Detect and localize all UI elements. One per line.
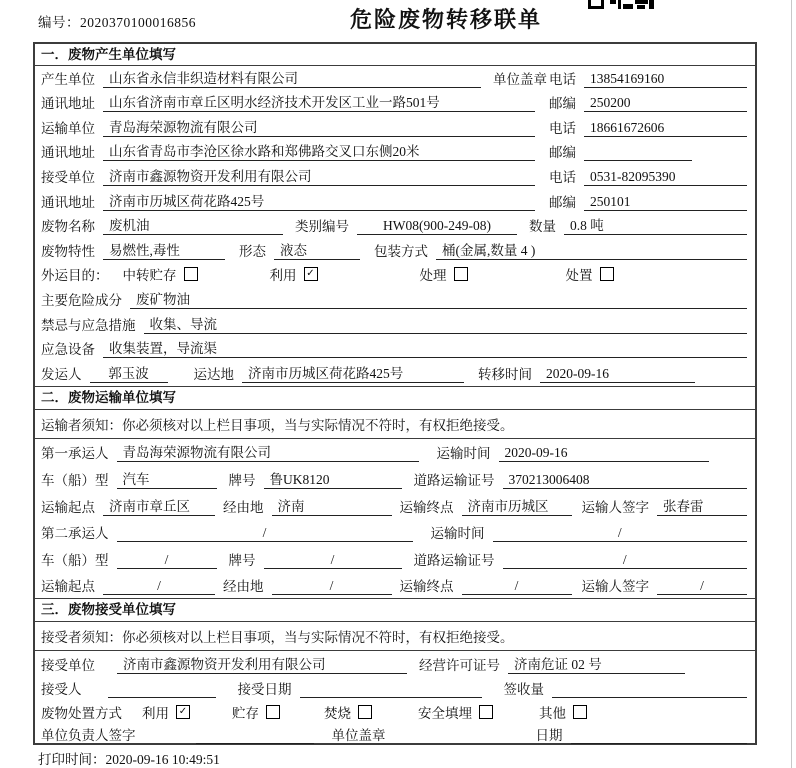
transport-route-row-1 (35, 492, 755, 519)
carrier-signature-value-2: / (657, 578, 747, 595)
zip-label: 邮编 (549, 194, 576, 210)
via-label: 经由地 (223, 579, 264, 595)
transport-date-label: 运输时间 (430, 526, 485, 542)
receiver-zip-value: 250101 (584, 194, 747, 211)
emergency-equipment-row (35, 337, 755, 362)
address-label: 通讯地址 (41, 96, 95, 112)
purpose-option-treat (420, 264, 468, 284)
purpose-option-dispose (566, 264, 614, 284)
receiver-unit-value: 济南市鑫源物资开发利用有限公司 (103, 165, 535, 186)
option-label: 处理 (419, 268, 447, 284)
transporter-address-left (41, 140, 549, 161)
form-state-label: 形态 (239, 243, 266, 259)
carrier-signature-value: 张春雷 (657, 495, 747, 516)
plate-number-value-2: / (264, 552, 402, 569)
unit-seal-label: 单位盖章 (493, 71, 547, 87)
address-label: 通讯地址 (41, 145, 95, 161)
hazard-component-row (35, 287, 755, 312)
receiver-unit-row (35, 164, 755, 189)
terminus-value: 济南市历城区 (462, 495, 572, 516)
producer-zip-value: 250200 (584, 95, 747, 112)
serial-label: 编号： (38, 15, 80, 30)
emergency-equipment-value: 收集装置，导流渠 (103, 337, 747, 358)
category-code-label: 类别编号 (295, 219, 349, 235)
receiver-zip-group (549, 191, 747, 211)
transporter-address-value: 山东省青岛市李沧区徐水路和郑佛路交叉口东侧20米 (103, 140, 535, 161)
qr-code-icon (588, 0, 654, 9)
emergency-measures-label: 禁忌与应急措施 (41, 317, 136, 333)
waste-property-row (35, 238, 755, 263)
date-label: 日期 (535, 728, 563, 744)
destination-value: 济南市历城区荷花路425号 (242, 362, 464, 383)
shipper-label: 发运人 (41, 366, 82, 382)
disposal-option-storage (232, 702, 280, 722)
print-time-label: 打印时间： (38, 752, 106, 767)
producer-address-left (41, 91, 549, 112)
receiver-address-left (41, 190, 549, 211)
option-label: 中转贮存 (122, 268, 177, 284)
responsible-signature-label: 单位负责人签字 (41, 728, 136, 744)
option-label: 焚烧 (324, 706, 351, 722)
form-state-value: 液态 (274, 239, 360, 260)
address-label: 通讯地址 (41, 194, 95, 210)
producer-zip-group (549, 92, 747, 112)
receiver-address-value: 济南市历城区荷花路425号 (103, 190, 535, 211)
serial-value: 2020370100016856 (80, 15, 196, 30)
producer-unit-label: 产生单位 (41, 71, 95, 87)
plate-number-label: 牌号 (228, 472, 256, 488)
checkbox-unchecked (184, 267, 198, 281)
terminus-label: 运输终点 (399, 499, 454, 515)
date-value (571, 728, 748, 744)
section3-title: 三．废物接受单位填写 (35, 598, 755, 622)
road-permit-label: 道路运输证号 (413, 472, 495, 488)
vehicle-type-label: 车（船）型 (41, 552, 109, 568)
license-number-value: 济南危证 02 号 (508, 653, 685, 674)
acceptor-value (108, 682, 216, 698)
purpose-option-use (270, 264, 318, 284)
vehicle-type-label: 车（船）型 (41, 472, 109, 488)
first-carrier-label: 第一承运人 (41, 446, 109, 462)
option-label: 利用 (269, 268, 297, 284)
phone-label: 电话 (549, 169, 576, 185)
checkbox-unchecked (266, 705, 280, 719)
phone-label: 电话 (549, 71, 576, 87)
transporter-left (41, 116, 549, 137)
received-quantity-label: 签收量 (503, 682, 544, 698)
vehicle-type-row-2 (35, 545, 755, 572)
disposal-method-label: 废物处置方式 (41, 706, 122, 722)
first-carrier-row (35, 439, 755, 466)
producer-unit-row (35, 66, 755, 91)
producer-unit-value: 山东省永信非织造材料有限公司 (103, 67, 481, 88)
carrier-signature-label: 运输人签字 (581, 579, 649, 595)
terminus-value-2: / (462, 578, 572, 595)
road-permit-value-2: / (503, 552, 748, 569)
via-value-2: / (272, 578, 392, 595)
option-label: 其他 (539, 706, 566, 722)
destination-label: 运达地 (193, 366, 234, 382)
checkbox-checked: ✓ (176, 705, 190, 719)
transfer-purpose-row (35, 263, 755, 288)
second-carrier-value: / (117, 525, 413, 542)
transporter-unit-row (35, 115, 755, 140)
shipper-row (35, 361, 755, 386)
second-carrier-label: 第二承运人 (41, 526, 109, 542)
responsible-signature-value (196, 728, 314, 744)
page-title: 危险废物转移联单 (349, 7, 543, 32)
option-label: 利用 (142, 706, 169, 722)
category-code-value: HW08(900-249-08) (357, 218, 517, 235)
disposal-option-landfill (418, 702, 493, 722)
transport-date-label: 运输时间 (436, 446, 491, 462)
responsible-signature-row (35, 725, 755, 747)
accepting-unit-label: 接受单位 (41, 658, 95, 674)
producer-left (41, 67, 549, 88)
transporter-zip-value (584, 145, 692, 161)
transport-date-value-2: / (493, 525, 748, 542)
checkbox-checked: ✓ (304, 267, 318, 281)
unit-seal-label: 单位盖章 (331, 728, 386, 744)
quantity-label: 数量 (529, 219, 556, 235)
transporter-unit-value: 青岛海荣源物流有限公司 (103, 116, 535, 137)
waste-name-value: 废机油 (103, 214, 283, 235)
waste-name-row (35, 214, 755, 239)
vehicle-type-value: 汽车 (117, 468, 217, 489)
serial-number (38, 11, 196, 31)
transporter-phone-group (549, 117, 747, 137)
accepting-unit-row (35, 651, 755, 677)
receiver-notice: 接受者须知：你必须核对以上栏目事项，当与实际情况不符时，有权拒绝接受。 (35, 622, 755, 651)
origin-value-2: / (103, 578, 215, 595)
accept-date-label: 接受日期 (237, 682, 292, 698)
disposal-option-incinerate (324, 702, 372, 722)
via-label: 经由地 (223, 499, 264, 515)
option-label: 安全填埋 (418, 706, 472, 722)
transporter-address-row (35, 140, 755, 165)
section1-title: 一．废物产生单位填写 (35, 44, 755, 66)
print-time (38, 748, 220, 768)
origin-value: 济南市章丘区 (103, 495, 215, 516)
receiver-unit-label: 接受单位 (41, 169, 95, 185)
producer-phone-value: 13854169160 (584, 71, 747, 88)
option-label: 贮存 (232, 706, 259, 722)
acceptor-row (35, 677, 755, 701)
transport-route-row-2 (35, 572, 755, 599)
received-quantity-value (552, 682, 747, 698)
disposal-method-row (35, 701, 755, 725)
accept-date-value (300, 682, 482, 698)
emergency-equipment-label: 应急设备 (41, 342, 95, 358)
packing-value: 桶(金属,数量 4 ) (436, 239, 747, 260)
waste-property-value: 易燃性,毒性 (103, 239, 225, 260)
origin-label: 运输起点 (41, 579, 95, 595)
producer-address-value: 山东省济南市章丘区明水经济技术开发区工业一路501号 (103, 91, 535, 112)
first-carrier-value: 青岛海荣源物流有限公司 (117, 441, 419, 462)
scan-edge-line (791, 0, 792, 768)
accepting-unit-value: 济南市鑫源物资开发利用有限公司 (117, 653, 407, 674)
transfer-date-value: 2020-09-16 (540, 366, 695, 383)
section2-title: 二．废物运输单位填写 (35, 386, 755, 410)
receiver-address-row (35, 189, 755, 214)
transporter-notice: 运输者须知：你必须核对以上栏目事项，当与实际情况不符时，有权拒绝接受。 (35, 410, 755, 439)
emergency-measures-value: 收集、导流 (144, 313, 748, 334)
hazard-component-label: 主要危险成分 (41, 292, 122, 308)
transfer-purpose-label: 外运目的： (41, 268, 109, 284)
checkbox-unchecked (479, 705, 493, 719)
emergency-measures-row (35, 312, 755, 337)
receiver-left (41, 165, 549, 186)
producer-address-row (35, 91, 755, 116)
terminus-label: 运输终点 (399, 579, 454, 595)
checkbox-unchecked (600, 267, 614, 281)
waste-name-label: 废物名称 (41, 219, 95, 235)
vehicle-type-row-1 (35, 465, 755, 492)
plate-number-label: 牌号 (228, 552, 256, 568)
disposal-option-other (539, 702, 587, 722)
origin-label: 运输起点 (41, 499, 95, 515)
waste-property-label: 废物特性 (41, 243, 95, 259)
phone-label: 电话 (549, 120, 576, 136)
carrier-signature-label: 运输人签字 (581, 499, 649, 515)
packing-label: 包装方式 (374, 243, 428, 259)
form-table (33, 42, 757, 745)
checkbox-unchecked (573, 705, 587, 719)
transporter-zip-group (549, 141, 747, 161)
second-carrier-row (35, 519, 755, 546)
option-label: 处置 (565, 268, 593, 284)
hazard-component-value: 废矿物油 (130, 288, 747, 309)
transporter-unit-label: 运输单位 (41, 120, 95, 136)
license-number-label: 经营许可证号 (419, 658, 500, 674)
purpose-option-storage (123, 264, 198, 284)
road-permit-value: 370213006408 (503, 472, 748, 489)
transporter-phone-value: 18661672606 (584, 120, 747, 137)
receiver-phone-value: 0531-82095390 (584, 169, 747, 186)
transport-date-value: 2020-09-16 (499, 445, 710, 462)
producer-phone-group (549, 68, 747, 88)
plate-number-value: 鲁UK8120 (264, 468, 402, 489)
road-permit-label: 道路运输证号 (413, 552, 495, 568)
via-value: 济南 (272, 495, 392, 516)
zip-label: 邮编 (549, 145, 576, 161)
zip-label: 邮编 (549, 96, 576, 112)
transfer-date-label: 转移时间 (478, 366, 532, 382)
quantity-value: 0.8 吨 (564, 214, 747, 235)
disposal-option-use (142, 702, 190, 722)
shipper-value: 郭玉波 (90, 362, 168, 383)
checkbox-unchecked (454, 267, 468, 281)
vehicle-type-value-2: / (117, 552, 217, 569)
receiver-phone-group (549, 166, 747, 186)
checkbox-unchecked (358, 705, 372, 719)
acceptor-label: 接受人 (41, 682, 82, 698)
print-time-value: 2020-09-16 10:49:51 (105, 752, 220, 767)
